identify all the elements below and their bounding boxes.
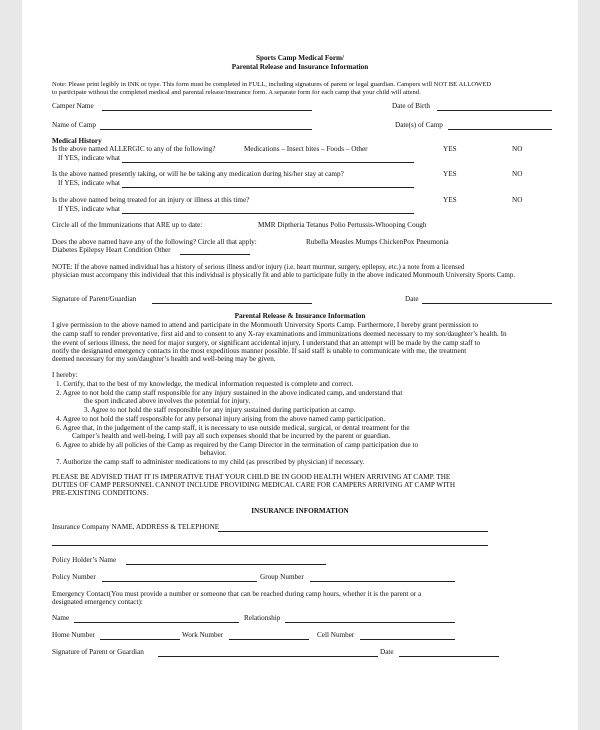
guardian-signature-field[interactable] [158, 656, 378, 657]
camper-name-field[interactable] [102, 110, 312, 111]
camp-name-label: Name of Camp [52, 121, 96, 129]
insurance-company-field-2[interactable] [52, 545, 488, 546]
guardian-signature-label: Signature of Parent or Guardian [52, 648, 144, 656]
camp-dates-label: Date(s) of Camp [395, 121, 443, 129]
date-label: Date [405, 295, 419, 303]
release-heading: Parental Release & Insurance Information [234, 312, 366, 320]
contact-name-field[interactable] [74, 622, 239, 623]
conditions-options[interactable]: Diabetes Epilepsy Heart Condition Other [52, 246, 171, 254]
release-item: behavior. [200, 449, 227, 457]
home-number-label: Home Number [52, 631, 95, 639]
insurance-company-field[interactable] [218, 531, 488, 532]
yes-option[interactable]: YES [443, 170, 457, 178]
date-field[interactable] [422, 303, 552, 304]
cell-number-label: Cell Number [317, 631, 355, 639]
parent-signature-field[interactable] [152, 303, 312, 304]
dob-field[interactable] [437, 110, 552, 111]
i-hereby-label: I hereby: [52, 371, 78, 379]
medication-detail-field[interactable] [122, 187, 414, 188]
release-item: 4. Agree to not hold the staff responsible for any personal injury arising from the above named camp participation. [56, 415, 386, 423]
medication-question: Is the above named presently taking, or will he be taking any medication during his/her stay at camp? [52, 170, 344, 178]
note-paragraph: NOTE: If the above named individual has a history of serious illness and/or injury (i.e. heart murmur, surgery, epilepsy, etc.) a note from a licensed [52, 263, 465, 271]
emergency-contact-label: designated emergency contact): [52, 598, 143, 606]
medical-history-heading: Medical History [52, 137, 102, 145]
note-line: Note: Please print legibly in INK or type. This form must be completed in FULL, including signatures of parent or legal guardian. Campers will NOT BE ALLOWED [52, 81, 492, 88]
if-yes-label: If YES, indicate what [58, 179, 121, 187]
release-item: Camper’s health and well-being, I will pay all such expenses should that be incurred by the parent or guardian. [72, 432, 391, 440]
release-item: 6. Agree that, in the judgement of the camp staff, it is necessary to use outside medical, surgical, or dental treatment for the [56, 424, 410, 432]
conditions-options[interactable]: Rubella Measles Mumps ChickenPox Pneumonia [306, 238, 449, 246]
form-title: Sports Camp Medical Form/ [255, 54, 345, 62]
health-warning: PLEASE BE ADVISED THAT IT IS IMPERATIVE THAT YOUR CHILD BE IN GOOD HEALTH WHEN ARRIVING AT CAMP. THE [52, 473, 451, 481]
no-option[interactable]: NO [512, 145, 523, 153]
no-option[interactable]: NO [512, 196, 523, 204]
emergency-contact-label: Emergency Contact(You must provide a number or someone that can be reached during camp hours, whether it is the parent or a [52, 590, 422, 598]
allergy-detail-field[interactable] [122, 162, 414, 163]
policy-number-field[interactable] [102, 581, 257, 582]
release-paragraph: notify the designated emergency contacts in the most expeditious manner possible. If said staff is unable to communicate with me, the treatment [52, 347, 467, 355]
if-yes-label: If YES, indicate what [58, 154, 121, 162]
camp-dates-field[interactable] [448, 129, 552, 130]
work-number-label: Work Number [182, 631, 224, 639]
other-condition-field[interactable] [180, 254, 250, 255]
home-number-field[interactable] [100, 639, 180, 640]
work-number-field[interactable] [229, 639, 309, 640]
release-item: 1. Certify, that to the best of my knowledge, the medical information requested is complete and correct. [56, 380, 354, 388]
treatment-question: Is the above named being treated for an injury or illness at this time? [52, 196, 250, 204]
dob-label: Date of Birth [392, 102, 430, 110]
conditions-question: Does the above named have any of the following? Circle all that apply: [52, 238, 257, 246]
date-field[interactable] [399, 656, 499, 657]
release-paragraph: deemed necessary for my son/daughter’s health and well-being may be given. [52, 355, 276, 363]
insurance-company-label: Insurance Company NAME, ADDRESS & TELEPHONE [52, 523, 220, 531]
policy-holder-label: Policy Holder’s Name [52, 556, 117, 564]
health-warning: PRE-EXISTING CONDITIONS. [52, 489, 149, 497]
parent-signature-label: Signature of Parent/Guardian [52, 295, 137, 303]
date-label: Date [380, 648, 394, 656]
note-line: to participate without the completed medical and parental release/insurance form. A separate form for each camp that your child will attend. [52, 89, 421, 96]
release-paragraph: I give permission to the above named to attend and participate in the Monmouth University Sports Camp. Furthermore, I hereby grant permission to [52, 321, 478, 329]
release-item: 6. Agree to abide by all policies of the Camp as required by the Camp Director in the termination of camp participation due to [56, 441, 419, 449]
relationship-label: Relationship [244, 614, 281, 622]
treatment-detail-field[interactable] [122, 213, 414, 214]
release-item: 7. Authorize the camp staff to administer medications to my child (as prescribed by physician) if necessary. [56, 458, 365, 466]
note-paragraph: physician must accompany this individual that this individual is physically fit and able to participate fully in the above indicated Monmouth University Sports Camp. [52, 271, 516, 279]
policy-number-label: Policy Number [52, 573, 96, 581]
form-subtitle: Parental Release and Insurance Information [231, 63, 369, 71]
release-item: 3. Agree to not hold the staff responsible for any injury sustained during participation at camp. [84, 406, 356, 414]
group-number-label: Group Number [260, 573, 304, 581]
relationship-field[interactable] [285, 622, 455, 623]
release-paragraph: the event of serious illness, the need for major surgery, or significant accidental injury, I understand that an attempt will be made by the camp staff to [52, 339, 481, 347]
immunizations-options[interactable]: MMR Diptheria Tetanus Polio Pertussis-Whooping Cough [258, 221, 427, 229]
insurance-heading: INSURANCE INFORMATION [251, 507, 349, 515]
no-option[interactable]: NO [512, 170, 523, 178]
health-warning: DUTIES OF CAMP PERSONNEL CANNOT INCLUDE PROVIDING MEDICAL CARE FOR CAMPERS ARRIVING AT CAMP WITH [52, 481, 456, 489]
yes-option[interactable]: YES [443, 145, 457, 153]
release-paragraph: the camp staff to render preventative, first aid and to consent to any X-ray examinations and immunizations deemed necessary to my son/daughter’s health. In [52, 330, 507, 338]
immunizations-question: Circle all of the Immunizations that ARE up to date: [52, 221, 203, 229]
policy-holder-field[interactable] [126, 564, 326, 565]
allergy-question: Is the above named ALLERGIC to any of the following? [52, 145, 216, 153]
allergy-options: Medications – Insect bites – Foods – Other [244, 145, 368, 153]
release-item: the sport indicated above involves the potential for injury. [84, 397, 251, 405]
group-number-field[interactable] [310, 581, 455, 582]
cell-number-field[interactable] [360, 639, 455, 640]
camper-name-label: Camper Name [52, 102, 94, 110]
camp-name-field[interactable] [100, 129, 312, 130]
release-item: 2. Agree to not hold the camp staff responsible for any injury sustained in the above indicated camp, and understand that [56, 389, 403, 397]
if-yes-label: If YES, indicate what [58, 205, 121, 213]
contact-name-label: Name [52, 614, 70, 622]
form-page [22, 0, 578, 730]
yes-option[interactable]: YES [443, 196, 457, 204]
